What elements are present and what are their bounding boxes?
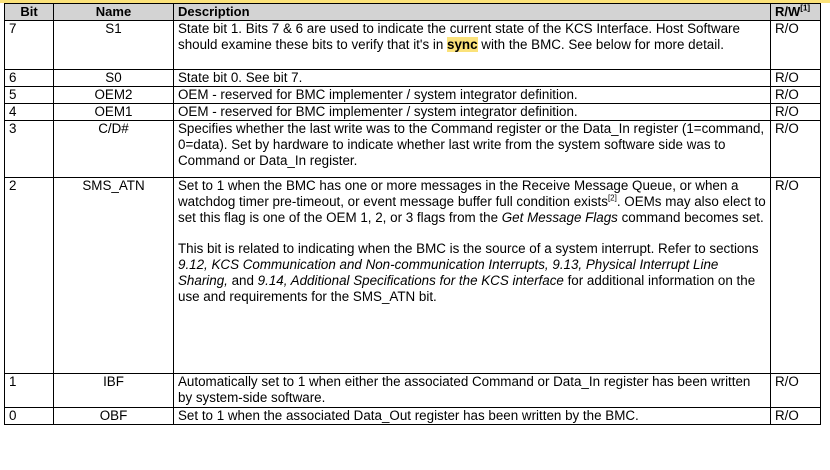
header-rw-label: R/W: [775, 4, 801, 19]
header-bit: Bit: [5, 4, 54, 21]
description-text: State bit 1. Bits 7 & 6 are used to indicate the current state of the KCS Interface. Host Software should examine these bits to verify that it's in: [178, 21, 740, 52]
header-row: [5, 4, 821, 21]
description-cell: OEM - reserved for BMC implementer / system integrator definition.: [174, 87, 771, 104]
description-cell: [174, 178, 771, 374]
table-row: [5, 408, 821, 425]
rw-cell: R/O: [771, 178, 821, 374]
description-text: . OEMs may also elect to set this flag is one of the OEM 1, 2, or 3 flags from the: [178, 194, 766, 225]
bit-cell: 7: [5, 21, 54, 70]
table-row: [5, 104, 821, 121]
table-header: [5, 4, 821, 21]
description-cell: State bit 0. See bit 7.: [174, 70, 771, 87]
bit-cell: 1: [5, 374, 54, 408]
rw-cell: R/O: [771, 408, 821, 425]
name-cell: S1: [54, 21, 174, 70]
name-cell: C/D#: [54, 121, 174, 178]
bit-cell: 4: [5, 104, 54, 121]
name-cell: OEM1: [54, 104, 174, 121]
command-name: Get Message Flags: [501, 210, 618, 225]
name-cell: S0: [54, 70, 174, 87]
table-row: [5, 87, 821, 104]
name-cell: SMS_ATN: [54, 178, 174, 374]
rw-cell: R/O: [771, 121, 821, 178]
bit-cell: 0: [5, 408, 54, 425]
description-text: command becomes set.: [617, 210, 764, 225]
rw-cell: R/O: [771, 21, 821, 70]
bit-cell: 3: [5, 121, 54, 178]
description-text: for additional information on the use and requirements for the SMS_ATN bit.: [178, 273, 756, 304]
bit-cell: 5: [5, 87, 54, 104]
description-paragraph: [178, 241, 766, 305]
footnote-ref: [1]: [800, 3, 811, 13]
description-text: Set to 1 when the BMC has one or more messages in the Receive Message Queue, or when a watchdog timer pre-timeout, or event message buffer full condition exists: [178, 178, 739, 209]
header-description: Description: [174, 4, 771, 21]
table-row: [5, 70, 821, 87]
name-cell: OEM2: [54, 87, 174, 104]
description-cell: Set to 1 when the associated Data_Out register has been written by the BMC.: [174, 408, 771, 425]
table-row: [5, 21, 821, 70]
rw-cell: R/O: [771, 374, 821, 408]
name-cell: OBF: [54, 408, 174, 425]
description-text: and: [227, 273, 258, 288]
register-bit-table: [4, 3, 821, 425]
table-row: [5, 121, 821, 178]
paragraph-gap: [178, 226, 766, 241]
table-row: [5, 374, 821, 408]
table-row: [5, 178, 821, 374]
description-cell: Automatically set to 1 when either the associated Command or Data_In register has been written by system-side software.: [174, 374, 771, 408]
description-cell: OEM - reserved for BMC implementer / system integrator definition.: [174, 104, 771, 121]
bit-cell: 2: [5, 178, 54, 374]
header-name: Name: [54, 4, 174, 21]
header-rw: [771, 4, 821, 21]
description-cell: [174, 21, 771, 70]
description-cell: Specifies whether the last write was to the Command register or the Data_In register (1=command, 0=data). Set by hardware to indicate whether last write from the system software side was to Command or Data_In register.: [174, 121, 771, 178]
description-text: This bit is related to indicating when the BMC is the source of a system interrupt. Refer to sections: [178, 241, 759, 256]
description-text: with the BMC. See below for more detail.: [477, 37, 724, 52]
table-body: [5, 21, 821, 425]
section-reference: 9.12, KCS Communication and Non-communication Interrupts, 9.13, Physical Interrupt Line Sharing,: [178, 257, 719, 288]
rw-cell: R/O: [771, 87, 821, 104]
highlighted-word: sync: [447, 37, 478, 52]
description-paragraph: [178, 178, 766, 226]
rw-cell: R/O: [771, 104, 821, 121]
name-cell: IBF: [54, 374, 174, 408]
section-reference: 9.14, Additional Specifications for the KCS interface: [257, 273, 564, 288]
rw-cell: R/O: [771, 70, 821, 87]
bit-cell: 6: [5, 70, 54, 87]
footnote-ref: [2]: [607, 193, 617, 203]
